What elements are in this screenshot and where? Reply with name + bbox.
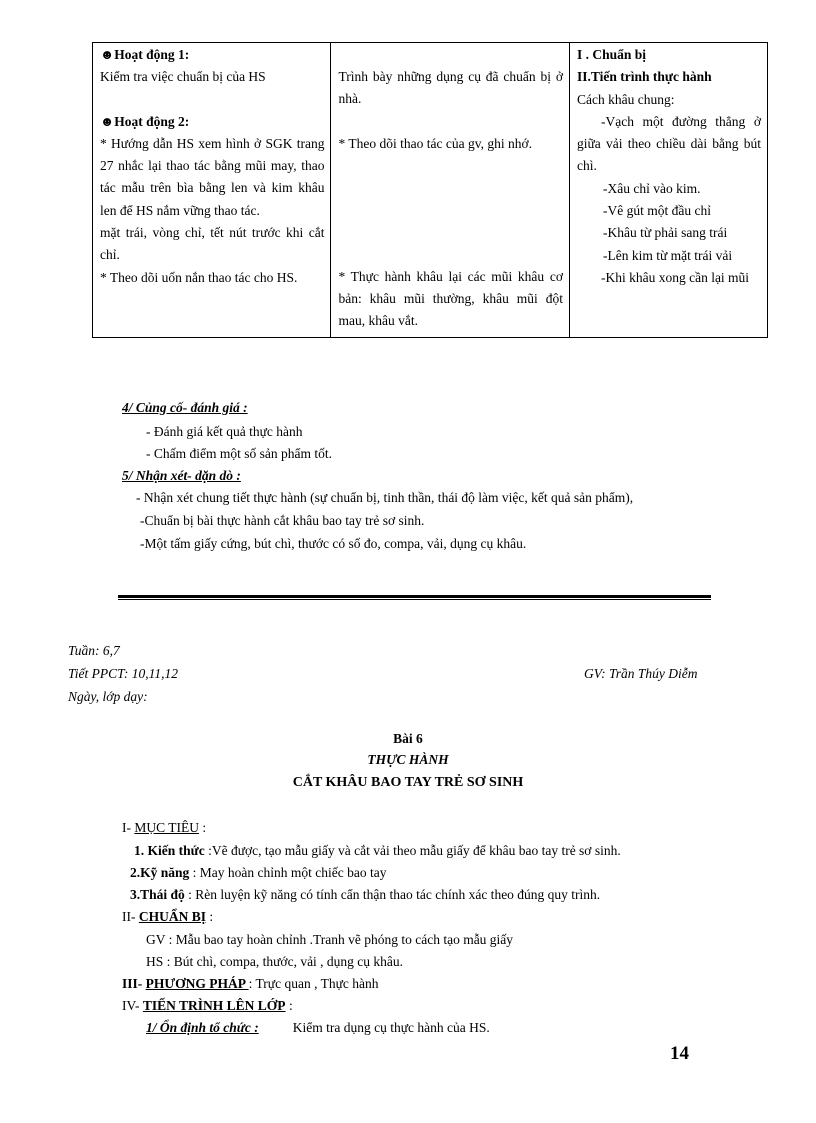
content-heading-1: I . Chuẩn bị bbox=[576, 47, 647, 62]
activity-2-text-2: mặt trái, vòng chỉ, tết nút trước khi cắt chỉ. bbox=[100, 225, 325, 263]
page-divider bbox=[118, 595, 711, 600]
activity-1-text: Kiểm tra việc chuẩn bị của HS bbox=[100, 69, 266, 85]
activity-2-heading: ☻Hoạt động 2: bbox=[100, 113, 190, 129]
content-heading-2: II.Tiến trình thực hành bbox=[576, 69, 712, 85]
objective-skill: 2.Kỹ năng : May hoàn chỉnh một chiếc bao tay bbox=[130, 865, 387, 880]
date-class-label: Ngày, lớp dạy: bbox=[68, 689, 148, 704]
process-heading: IV- TIẾN TRÌNH LÊN LỚP : bbox=[122, 998, 293, 1013]
activity-2-text-3: * Theo dõi uốn nắn thao tác cho HS. bbox=[100, 269, 298, 285]
teacher-preparation: GV : Mẫu bao tay hoàn chỉnh .Tranh vẽ phóng to cách tạo mẫu giấy bbox=[146, 932, 514, 947]
section-5-item-2: -Chuẩn bị bài thực hành cắt khâu bao tay trẻ sơ sinh. bbox=[140, 513, 425, 528]
content-text-6: -Lên kim từ mặt trái vải bbox=[602, 247, 733, 263]
objectives-heading: I- MỤC TIÊU : bbox=[122, 820, 207, 835]
section-4-item-1: - Đánh giá kết quả thực hành bbox=[146, 424, 303, 439]
student-text-1: Trình bày những dụng cụ đã chuẩn bị ở nhà. bbox=[338, 69, 563, 107]
lesson-subtitle: THỰC HÀNH bbox=[367, 752, 449, 767]
section-4-title: 4/ Củng cố- đánh giá : bbox=[122, 400, 248, 415]
period-label: Tiết PPCT: 10,11,12 bbox=[68, 666, 179, 681]
section-5-item-1: - Nhận xét chung tiết thực hành (sự chuẩn bị, tinh thần, thái độ làm việc, kết quả sản phẩm), bbox=[136, 490, 634, 505]
content-text-4: -Vê gút một đầu chỉ bbox=[602, 203, 711, 219]
student-text-2: * Theo dõi thao tác của gv, ghi nhớ. bbox=[338, 135, 532, 151]
activity-2-text: * Hướng dẫn HS xem hình ở SGK trang 27 nhắc lại thao tác bằng mũi may, thao tác mẫu trên bìa bằng len và kim khâu len để HS nắm vững thao tác. bbox=[100, 135, 325, 218]
lesson-number: Bài 6 bbox=[393, 731, 423, 746]
lesson-activity-table bbox=[92, 42, 768, 338]
content-text-3: -Xâu chỉ vào kim. bbox=[602, 180, 701, 196]
content-text-7: -Khi khâu xong cần lại mũi bbox=[600, 269, 750, 285]
section-5-item-3: -Một tấm giấy cứng, bút chì, thước có số đo, compa, vải, dụng cụ khâu. bbox=[140, 536, 527, 551]
preparation-heading: II- CHUẨN BỊ : bbox=[122, 909, 214, 924]
objective-knowledge: 1. Kiến thức :Vẽ được, tạo mẫu giấy và cắt vải theo mẫu giấy để khâu bao tay trẻ sơ sinh. bbox=[134, 843, 621, 858]
student-text-3: * Thực hành khâu lại các mũi khâu cơ bản: khâu mũi thường, khâu mũi đột mau, khâu vắt. bbox=[338, 268, 563, 329]
content-text-5: -Khâu từ phải sang trái bbox=[602, 225, 728, 241]
section-5-title: 5/ Nhận xét- dặn dò : bbox=[122, 468, 241, 483]
section-4-item-2: - Chấm điểm một số sản phẩm tốt. bbox=[146, 446, 332, 461]
content-text-2: -Vạch một đường thẳng ở giữa vải theo chiều dài bằng bút chì. bbox=[576, 113, 761, 174]
content-text-1: Cách khâu chung: bbox=[576, 91, 675, 107]
page-number: 14 bbox=[670, 1043, 689, 1064]
student-preparation: HS : Bút chì, compa, thước, vải , dụng cụ khâu. bbox=[146, 954, 404, 969]
teacher-activity-cell bbox=[93, 43, 331, 338]
method-heading: III- PHƯƠNG PHÁP : Trực quan , Thực hành bbox=[122, 976, 379, 991]
objective-attitude: 3.Thái độ : Rèn luyện kỹ năng có tính cẩn thận thao tác chính xác theo đúng quy trình. bbox=[130, 887, 601, 902]
activity-1-heading: ☻Hoạt động 1: bbox=[100, 47, 190, 62]
student-activity-cell bbox=[331, 43, 569, 338]
week-label: Tuần: 6,7 bbox=[68, 643, 120, 658]
class-organization: 1/ Ổn định tổ chức : Kiểm tra dụng cụ thực hành của HS. bbox=[146, 1020, 490, 1035]
content-cell bbox=[569, 43, 767, 338]
teacher-label: GV: Trần Thúy Diễm bbox=[584, 666, 698, 681]
lesson-title: CẮT KHÂU BAO TAY TRẺ SƠ SINH bbox=[292, 775, 524, 790]
